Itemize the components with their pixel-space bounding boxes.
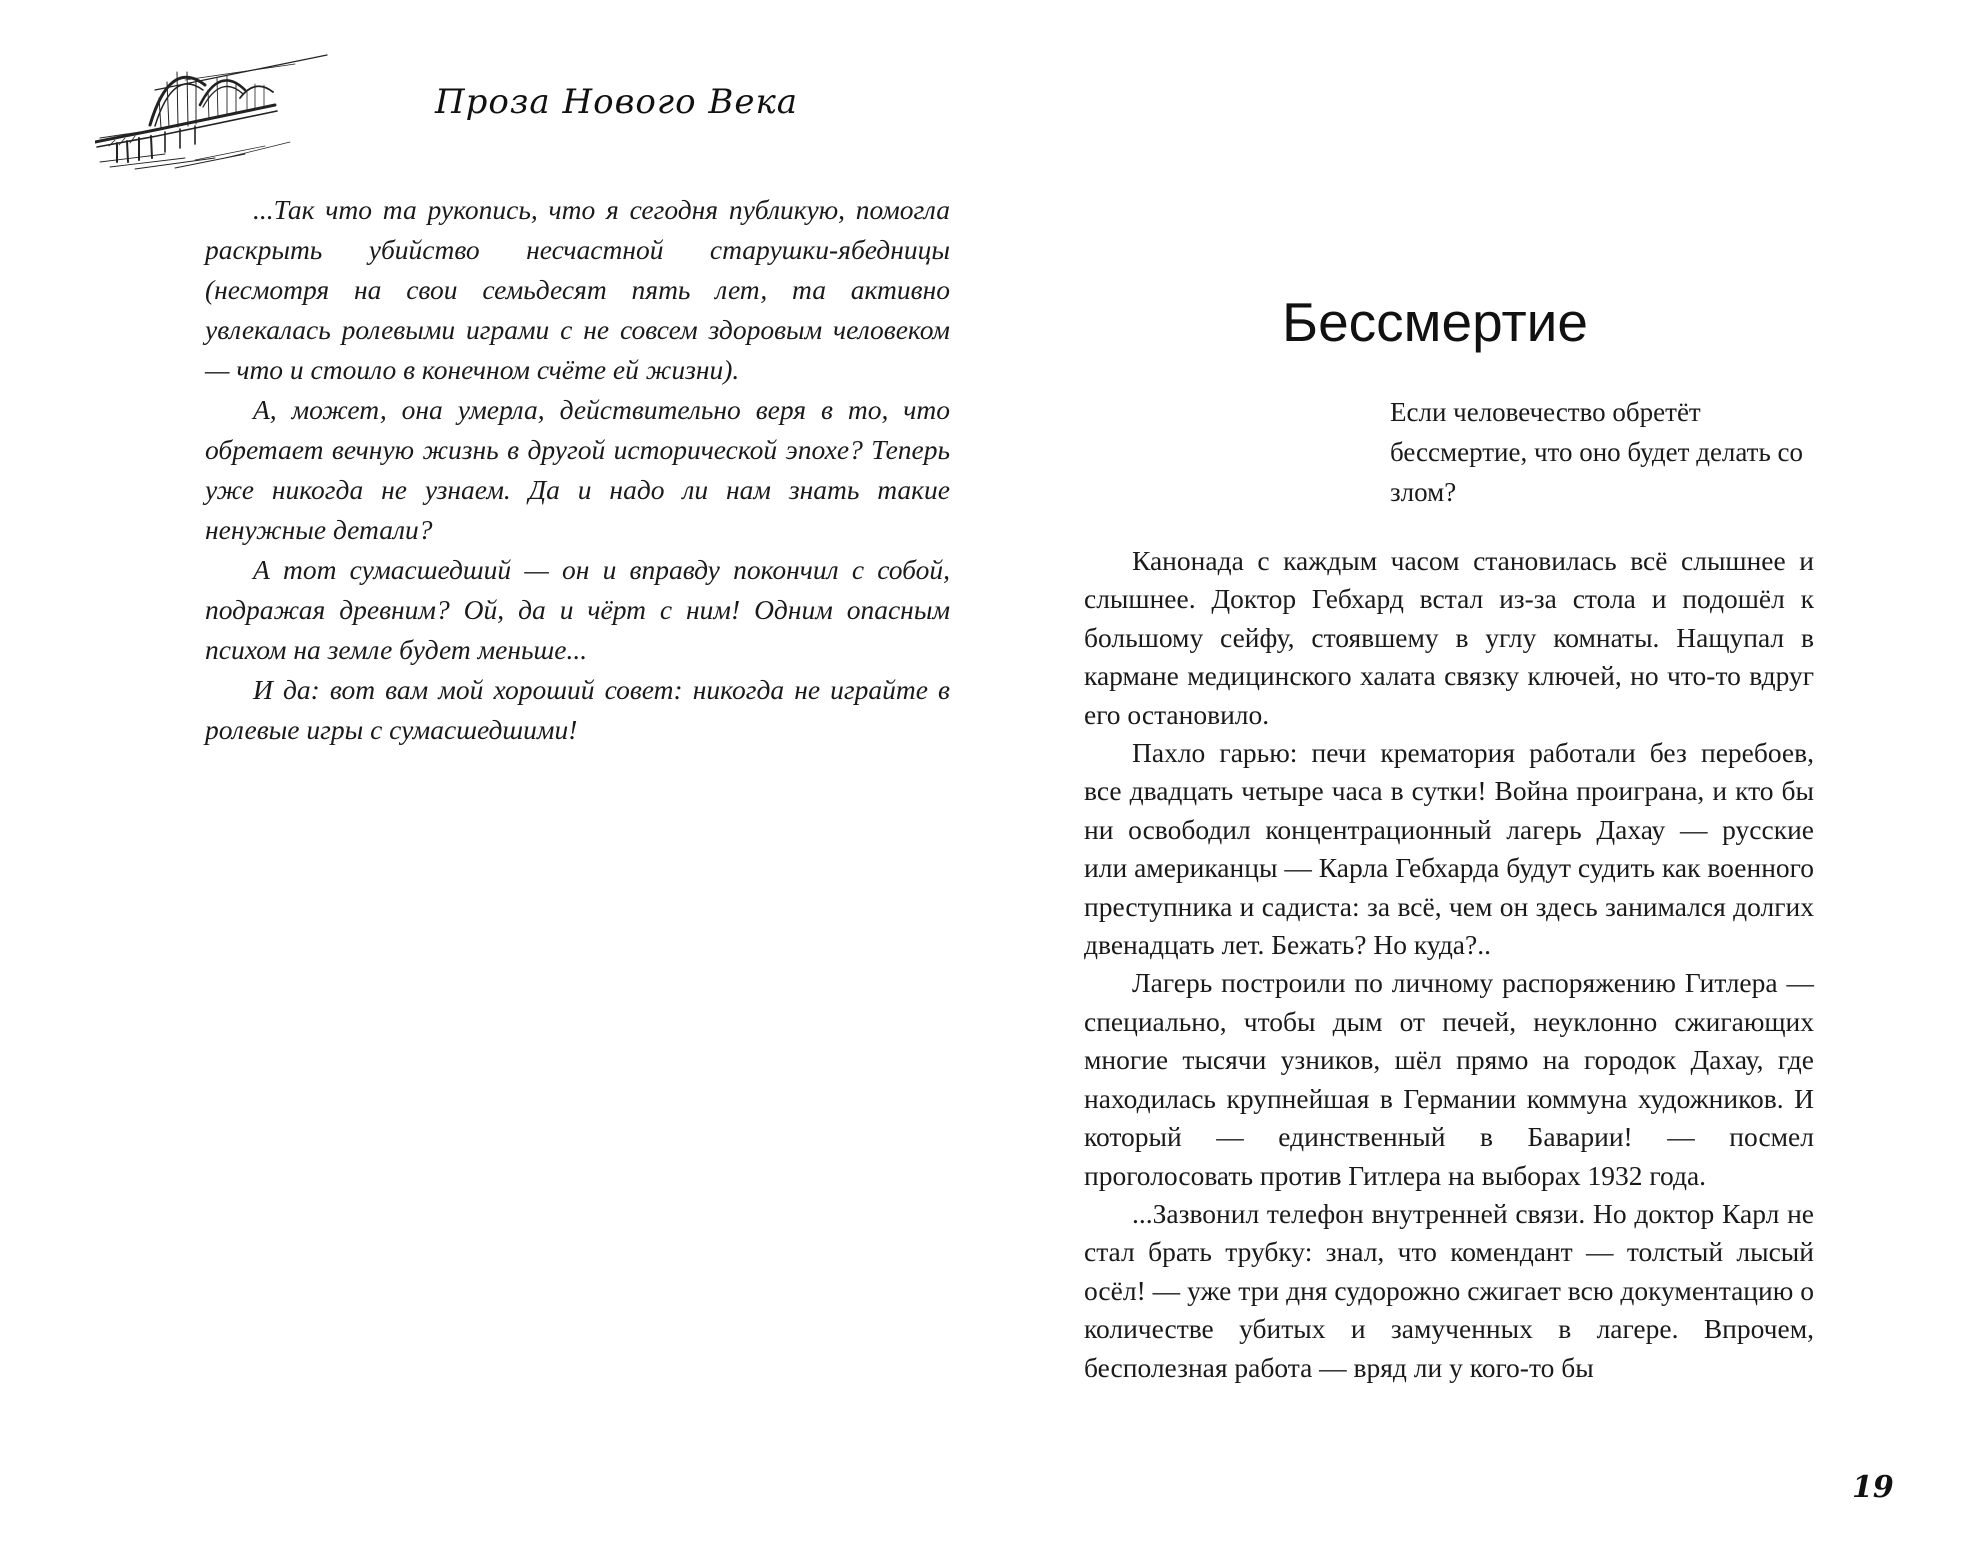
- left-paragraph-1: ...Так что та рукопись, что я сегодня публикую, помогла раскрыть убийство несчастной старушки-ябедницы (несмотря на свои семьдесят пять лет, та активно увлекалась ролевыми играми с не совсем здоровым человеком — что и стоило в конечном счёте ей жизни).: [205, 194, 950, 385]
- right-paragraph-2: Пахло гарью: печи крематория работали без перебоев, все двадцать четыре часа в сутки! Война проиграна, и кто бы ни освободил концентрационный лагерь Дахау — русские или американцы — Карла Гебхарда будут судить как военного преступника и садиста: за всё, чем он здесь занимался долгих двенадцать лет. Бежать? Но куда?..: [1084, 737, 1814, 961]
- epigraph: Если человечество обретёт бессмертие, что оно будет делать со злом?: [1390, 397, 1804, 507]
- right-paragraph-4: ...Зазвонил телефон внутренней связи. Но доктор Карл не стал брать трубку: знал, что комендант — толстый лысый осёл! — уже три дня судорожно сжигает всю документацию о количестве убитых и замученных в лагере. Впрочем, бесполезная работа — вряд ли у кого-то бы: [1084, 1197, 1814, 1383]
- left-page-text: [205, 190, 950, 750]
- left-paragraph-2: А, может, она умерла, действительно веря в то, что обретает вечную жизнь в другой исторической эпохе? Теперь уже никогда не узнаем. Да и надо ли нам знать такие ненужные детали?: [205, 394, 950, 545]
- page-number: 19: [1852, 1470, 1894, 1505]
- right-page: [994, 0, 1988, 1550]
- bridge-sketch-icon: [95, 50, 330, 170]
- right-paragraph-1: Канонада с каждым часом становилась всё слышнее и слышнее. Доктор Гебхард встал из-за стола и подошёл к большому сейфу, стоявшему в углу комнаты. Нащупал в кармане медицинского халата связку ключей, но что-то вдруг его остановило.: [1084, 545, 1814, 730]
- right-page-text: [1084, 542, 1814, 1387]
- chapter-title: Бессмертие: [1282, 291, 1588, 353]
- series-title: Проза Нового Века: [435, 82, 799, 122]
- left-paragraph-4: И да: вот вам мой хороший совет: никогда не играйте в ролевые игры с сумасшедшими!: [205, 674, 950, 745]
- right-paragraph-3: Лагерь построили по личному распоряжению Гитлера — специально, чтобы дым от печей, неуклонно сжигающих многие тысячи узников, шёл прямо на городок Дахау, где находилась крупнейшая в Германии коммуна художников. И который — единственный в Баварии! — посмел проголосовать против Гитлера на выборах 1932 года.: [1084, 967, 1814, 1191]
- left-paragraph-3: А тот сумасшедший — он и вправду покончил с собой, подражая древним? Ой, да и чёрт с ним! Одним опасным психом на земле будет меньше...: [205, 554, 950, 665]
